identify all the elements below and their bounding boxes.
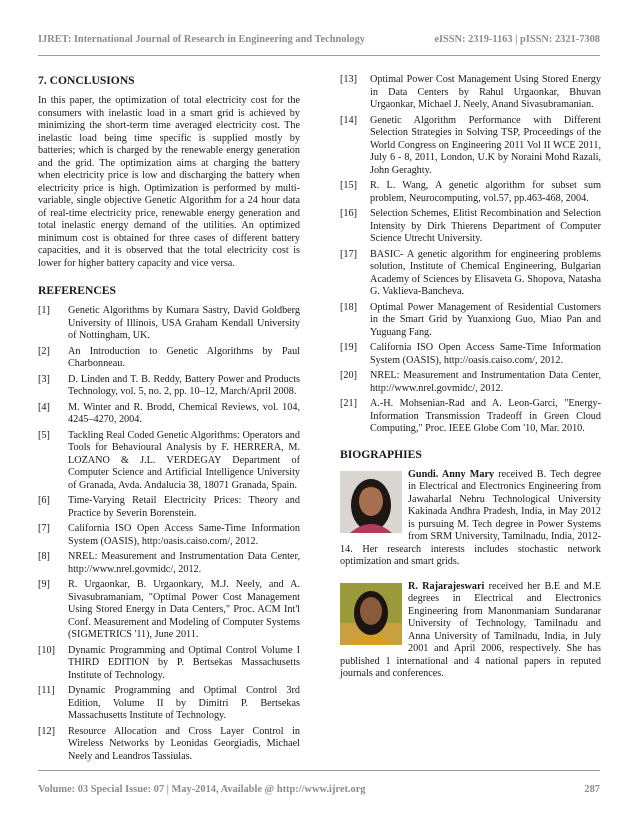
reference-item	[38, 726, 300, 764]
reference-item	[340, 249, 601, 299]
footer-rule	[38, 770, 600, 771]
references-heading: REFERENCES	[38, 284, 116, 297]
reference-item	[38, 430, 300, 493]
reference-number: [11]	[38, 685, 55, 696]
reference-number: [4]	[38, 401, 50, 413]
author-bio-1: received B. Tech degree in Electrical and Electronics Engineering from Jawaharlal Nehru Technological University Kakinada Andhra Pradesh, India, in May 2012 is pursuing M. Tech degree in Power Systems from SRM University, Tamilnadu, India, 2012-14. Her research interests includes stochastic network optimization and smart grids.	[340, 468, 601, 567]
reference-item	[340, 302, 601, 340]
reference-item	[38, 495, 300, 520]
reference-text: R. Urgaonkar, B. Urgaonkary, M.J. Neely, and A. Sivasubramaniam, "Optimal Power Cost Management Using Stored Energy in Data Centers," Proc. ACM Int'l Conf. Measurement and Modeling of Computer Systems (SIGMETRICS '11), June 2011.	[68, 579, 300, 640]
biography-1	[340, 469, 601, 569]
reference-text: Selection Schemes, Elitist Recombination and Selection Intensity by Dirk Thierens Department of Computer Science Utrecht University.	[370, 208, 601, 244]
reference-text: An Introduction to Genetic Algorithms by Paul Charbonneau.	[68, 345, 300, 369]
reference-number: [2]	[38, 345, 50, 357]
reference-number: [21]	[340, 398, 357, 409]
reference-item	[38, 523, 300, 548]
reference-item	[38, 685, 300, 723]
page-header	[38, 34, 600, 50]
right-column	[340, 74, 601, 693]
biography-2	[340, 581, 601, 681]
reference-text: Optimal Power Cost Management Using Stored Energy in Data Centers by Rahul Urgaonkar, Bhuvan Urgaonkar, Michael J. Neely, Anand Sivasubramanian.	[370, 74, 601, 110]
header-rule	[38, 55, 600, 56]
reference-number: [13]	[340, 74, 357, 85]
page-footer	[38, 784, 600, 800]
reference-item	[38, 551, 300, 576]
reference-text: D. Linden and T. B. Reddy, Battery Power and Products Technology, vol. 5, no. 2, pp. 10–12, March/April 2008.	[68, 373, 300, 397]
reference-item	[340, 74, 601, 112]
author-photo-1	[340, 471, 402, 533]
journal-title: IJRET: International Journal of Research in Engineering and Technology	[38, 34, 365, 45]
reference-item	[340, 398, 601, 436]
reference-number: [20]	[340, 370, 357, 381]
reference-item	[38, 645, 300, 683]
reference-text: Dynamic Programming and Optimal Control Volume I THIRD EDITION by P. Bertsekas Massachusetts Institute of Technology.	[68, 644, 300, 681]
reference-number: [12]	[38, 725, 55, 737]
reference-item	[38, 402, 300, 427]
reference-text: R. L. Wang, A genetic algorithm for subset sum problem, Neurocomputing, vol.57, pp.463-468, 2004.	[370, 180, 601, 204]
reference-list-left	[38, 305, 300, 763]
reference-number: [1]	[38, 305, 50, 316]
reference-list-right	[340, 74, 601, 436]
reference-number: [17]	[340, 248, 357, 260]
reference-text: California ISO Open Access Same-Time Information System (OASIS), http:/oasis.caiso.com/, 2012.	[68, 523, 300, 547]
reference-text: Resource Allocation and Cross Layer Control in Wireless Networks by Leonidas Georgiadis, Michael Neely and Leandros Tassiulas.	[68, 725, 300, 762]
reference-text: Genetic Algorithm Performance with Different Selection Strategies in Solving TSP, Proceedings of the World Congress on Engineering 2011 Vol II WCE 2011, July 6 - 8, 2011, London, U.K by Noraini Mohd Razali, John Geraghty.	[370, 114, 601, 176]
reference-number: [14]	[340, 114, 357, 126]
reference-item	[340, 180, 601, 205]
reference-text: NREL: Measurement and Instrumentation Data Center, http://www.nrel.govmidc/, 2012.	[370, 370, 601, 394]
issue-info: Volume: 03 Special Issue: 07 | May-2014, Available @ http://www.ijret.org	[38, 784, 366, 795]
reference-number: [6]	[38, 495, 50, 506]
reference-number: [7]	[38, 523, 50, 534]
reference-text: Dynamic Programming and Optimal Control 3rd Edition, Volume II by Dimitri P. Bertsekas Massachusetts Institute of Technology.	[68, 685, 300, 721]
reference-number: [16]	[340, 208, 357, 219]
reference-number: [8]	[38, 551, 50, 562]
reference-number: [15]	[340, 180, 357, 191]
conclusions-text: In this paper, the optimization of total electricity cost for the consumers with inelastic load in a smart grid is achieved by minimizing the short-term time averaged electricity cost. The inelastic load being time specific is supplied mostly by batteries; which is charged by the renewable energy generation and the grid. The optimization aims at charging the battery when electricity price is low and discharging the battery when electricity price is high. Optimization is performed by multi-variable, single objective Genetic Algorithm for a 24 hour data of real-time electricity price, renewable energy generation and total inelastic energy demand of the utilities. An optimized minimum cost is obtained for three cases of different battery capacities, and it is observed that the total electricity cost is lower for higher battery capacity and vice versa.	[38, 95, 300, 269]
page-number: 287	[584, 784, 600, 795]
reference-item	[340, 115, 601, 178]
issn: eISSN: 2319-1163 | pISSN: 2321-7308	[434, 34, 600, 45]
reference-item	[340, 370, 601, 395]
reference-number: [9]	[38, 579, 50, 590]
reference-item	[38, 374, 300, 399]
author-photo-2	[340, 583, 402, 645]
reference-text: M. Winter and R. Brodd, Chemical Reviews, vol. 104, 4245–4270, 2004.	[68, 401, 300, 425]
reference-number: [18]	[340, 301, 357, 313]
reference-number: [10]	[38, 644, 55, 656]
reference-number: [5]	[38, 429, 50, 441]
reference-number: [3]	[38, 373, 50, 385]
conclusions-heading: 7. CONCLUSIONS	[38, 74, 135, 87]
biographies-heading: BIOGRAPHIES	[340, 447, 422, 461]
reference-text: Time-Varying Retail Electricity Prices: Theory and Practice by Severin Borenstein.	[68, 495, 300, 519]
author-name-2: R. Rajarajeswari	[408, 580, 485, 592]
reference-item	[340, 208, 601, 246]
reference-number: [19]	[340, 342, 357, 353]
reference-item	[38, 346, 300, 371]
reference-item	[38, 305, 300, 343]
reference-text: NREL: Measurement and Instrumentation Data Center, http://www.nrel.govmidc/, 2012.	[68, 551, 300, 575]
reference-text: Optimal Power Management of Residential Customers in the Smart Grid by Yuanxiong Guo, Miao Pan and Yuguang Fang.	[370, 301, 601, 338]
reference-text: Genetic Algorithms by Kumara Sastry, David Goldberg University of Illinois, USA Graham Kendall University of Nottingham, UK.	[68, 305, 300, 341]
reference-item	[38, 579, 300, 642]
left-column	[38, 74, 300, 766]
author-name-1: Gundi. Anny Mary	[408, 468, 495, 480]
author-bio-2: received her B.E and M.E degrees in Electrical and Electronics Engineering from Manonmaniam Sundaranar University of Technology, Tamilnadu and Anna University of Tamilnadu, India, in July 2001 and April 2006, respectively. She has published 1 international and 4 national papers in reputed journals and conferences.	[340, 580, 602, 679]
reference-text: BASIC- A genetic algorithm for engineering problems solution, Institute of Chemical Engineering, Bulgarian Academy of Sciences by Elisaveta G. Shopova, Natasha G. Vaklieva-Bancheva.	[370, 248, 601, 297]
reference-text: California ISO Open Access Same-Time Information System (OASIS), http://oasis.caiso.com/, 2012.	[370, 342, 601, 366]
reference-item	[340, 342, 601, 367]
reference-text: A.-H. Mohsenian-Rad and A. Leon-Garci, "Energy-Information Transmission Tradeoff in Green Cloud Computing," Proc. IEEE Globe Com '10, Mar. 2010.	[370, 398, 601, 434]
reference-text: Tackling Real Coded Genetic Algorithms: Operators and Tools for Behavioural Analysis by F. HERRERA, M. LOZANO & J.L. VERDEGAY Department of Computer Science and Artificial Intelligence University of Granada, Avda. Andalucia 38, 18071 Granada, Spain.	[68, 429, 300, 491]
